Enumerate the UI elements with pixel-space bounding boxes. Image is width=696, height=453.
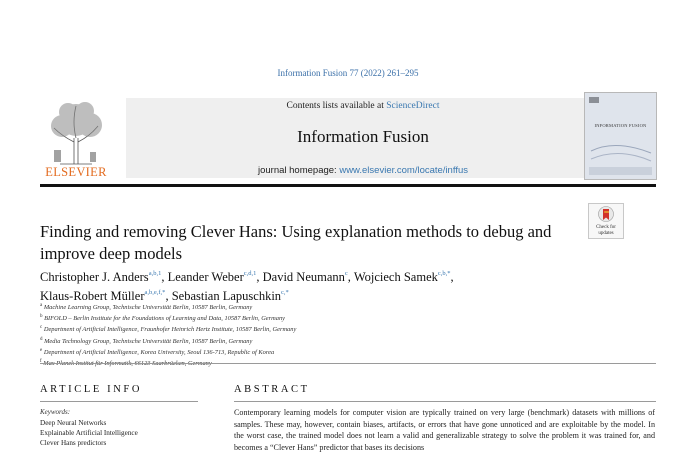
abstract-body: Contemporary learning models for computer vision are typically trained on very large (benchmark) datasets with millions of samples. These may, however, contain biases, artifacts, or errors that have gone unnoticed and are exploitable by the model. In the worst case, the trained model does not learn a valid and generalizable strategy to solve the problem it was trained for, and becomes a “Clever Hans” predictor that bases its decisions: [234, 408, 655, 452]
affiliation-list: [40, 301, 640, 368]
author-affiliation-marks[interactable]: c,b,*: [437, 270, 451, 277]
author-affiliation-marks[interactable]: c,d,1: [243, 270, 257, 277]
affiliation-text: Department of Artificial Intelligence, Korea University, Seoul 136-713, Republic of Korea: [42, 348, 275, 356]
article-info-divider: [40, 401, 198, 402]
keyword-item: Deep Neural Networks: [40, 419, 107, 427]
article-title: Finding and removing Clever Hans: Using explanation methods to debug and improve deep models: [40, 222, 552, 263]
author-list: Christopher J. Anders$^{a,b,1}$, Leander Weber$^{c,d,1}$, David Neumann$^c$, Wojciech Samek$^{c,b,*}$, Klaus-Robert Müller$^{a,b,e,f,*}$, Sebastian Lapuschkin$^{c,*}$: [40, 270, 454, 303]
cover-title: INFORMATION FUSION: [594, 123, 647, 128]
affiliation-item: [40, 346, 640, 357]
keyword-item: Explainable Artificial Intelligence: [40, 429, 138, 437]
affiliation-key: d: [40, 336, 43, 342]
affiliation-key: a: [40, 303, 43, 308]
author-name: Leander Weber: [167, 270, 244, 284]
journal-name[interactable]: Information Fusion: [297, 127, 429, 146]
author-name: Christopher J. Anders: [40, 270, 149, 284]
author-name: Wojciech Samek: [353, 270, 438, 284]
affiliation-item: [40, 323, 640, 334]
affiliation-item: [40, 312, 640, 323]
abstract-divider: [234, 401, 656, 402]
affiliation-key: b: [40, 314, 43, 320]
journal-cover-thumbnail[interactable]: [584, 92, 657, 180]
check-for-updates-button[interactable]: [588, 203, 624, 239]
author[interactable]: [168, 270, 257, 284]
author[interactable]: [40, 270, 161, 284]
author-name: David Neumann: [262, 270, 345, 284]
keywords-label: Keywords:: [40, 408, 71, 416]
journal-homepage: [126, 165, 600, 176]
author-affiliation-marks[interactable]: a,b,1: [148, 270, 162, 277]
author-name: Sebastian Lapuschkin: [171, 289, 282, 303]
journal-citation[interactable]: Information Fusion 77 (2022) 261–295: [277, 68, 419, 78]
author-name: Klaus-Robert Müller: [40, 289, 145, 303]
journal-masthead: [126, 98, 600, 178]
affiliation-key: e: [40, 347, 43, 353]
sciencedirect-link[interactable]: ScienceDirect: [386, 101, 440, 111]
contents-availability: [126, 101, 600, 111]
author[interactable]: [263, 270, 348, 284]
affiliation-text: Media Technology Group, Technische Universität Berlin, 10587 Berlin, Germany: [42, 337, 253, 345]
keyword-list: [40, 418, 200, 448]
affiliation-item: [40, 301, 640, 312]
homepage-link[interactable]: www.elsevier.com/locate/inffus: [339, 165, 468, 176]
affiliation-divider: [40, 363, 656, 364]
journal-header: [40, 90, 656, 186]
author-affiliation-marks[interactable]: a,b,e,f,*: [144, 289, 166, 296]
author-affiliation-marks[interactable]: c: [344, 270, 348, 277]
keyword-item: Clever Hans predictors: [40, 439, 107, 447]
header-divider: [40, 184, 656, 187]
elsevier-wordmark: ELSEVIER: [45, 165, 107, 179]
affiliation-text: BIFOLD – Berlin Institute for the Foundations of Learning and Data, 10587 Berlin, Germany: [42, 315, 285, 323]
affiliation-text: Machine Learning Group, Technische Universität Berlin, 10587 Berlin, Germany: [42, 304, 253, 311]
crossmark-icon: [598, 206, 614, 224]
author-affiliation-marks[interactable]: c,*: [281, 289, 289, 296]
article-info-heading: ARTICLE INFO: [40, 384, 143, 395]
affiliation-key: c: [40, 325, 43, 331]
affiliation-key: f: [40, 359, 42, 365]
affiliation-text: Department of Artificial Intelligence, Fraunhofer Heinrich Hertz Institute, 10587 Berlin, Germany: [42, 326, 297, 334]
contents-prefix: Contents lists available at: [286, 101, 387, 111]
homepage-prefix: journal homepage:: [257, 165, 340, 176]
author[interactable]: [354, 270, 451, 284]
abstract-heading: ABSTRACT: [234, 384, 310, 395]
affiliation-item: [40, 335, 640, 346]
crossmark-label: Check for updates: [596, 225, 616, 236]
